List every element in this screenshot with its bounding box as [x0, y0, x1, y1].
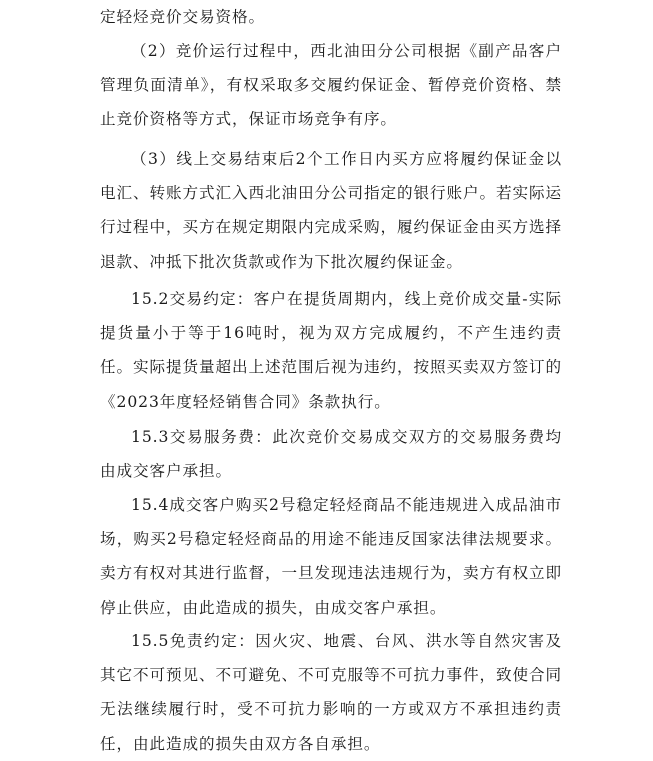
- paragraph-15-3-service-fee: 15.3交易服务费：此次竞价交易成交双方的交易服务费均由成交客户承担。: [100, 428, 562, 481]
- paragraph-15-5-force-majeure: 15.5免责约定：因火灾、地震、台风、洪水等自然灾害及其它不可预见、不可避免、不可克服等不可抗力事件，致使合同无法继续履行时，受不可抗力影响的一方或双方不承担违约责任，由此造成的损失由双方各自承担。: [100, 632, 562, 753]
- paragraph-clause-3: （3）线上交易结束后2个工作日内买方应将履约保证金以电汇、转账方式汇入西北油田分公司指定的银行账户。若实际运行过程中，买方在规定期限内完成采购，履约保证金由买方选择退款、冲抵下批次货款或作为下批次履约保证金。: [100, 150, 562, 271]
- paragraph-15-2-trade-agreement: 15.2交易约定：客户在提货周期内，线上竞价成交量-实际提货量小于等于16吨时，视为双方完成履约，不产生违约责任。实际提货量超出上述范围后视为违约，按照买卖双方签订的《2023年度轻烃销售合同》条款执行。: [100, 290, 562, 411]
- paragraph-15-4-usage-restriction: 15.4成交客户购买2号稳定轻烃商品不能违规进入成品油市场，购买2号稳定轻烃商品的用途不能违反国家法律法规要求。卖方有权对其进行监督，一旦发现违法违规行为，卖方有权立即停止供应，由此造成的损失，由成交客户承担。: [100, 496, 562, 617]
- paragraph-clause-2: （2）竞价运行过程中，西北油田分公司根据《副产品客户管理负面清单》，有权采取多交履约保证金、暂停竞价资格、禁止竞价资格等方式，保证市场竞争有序。: [100, 42, 562, 129]
- paragraph-continuation: 定轻烃竞价交易资格。: [100, 8, 265, 26]
